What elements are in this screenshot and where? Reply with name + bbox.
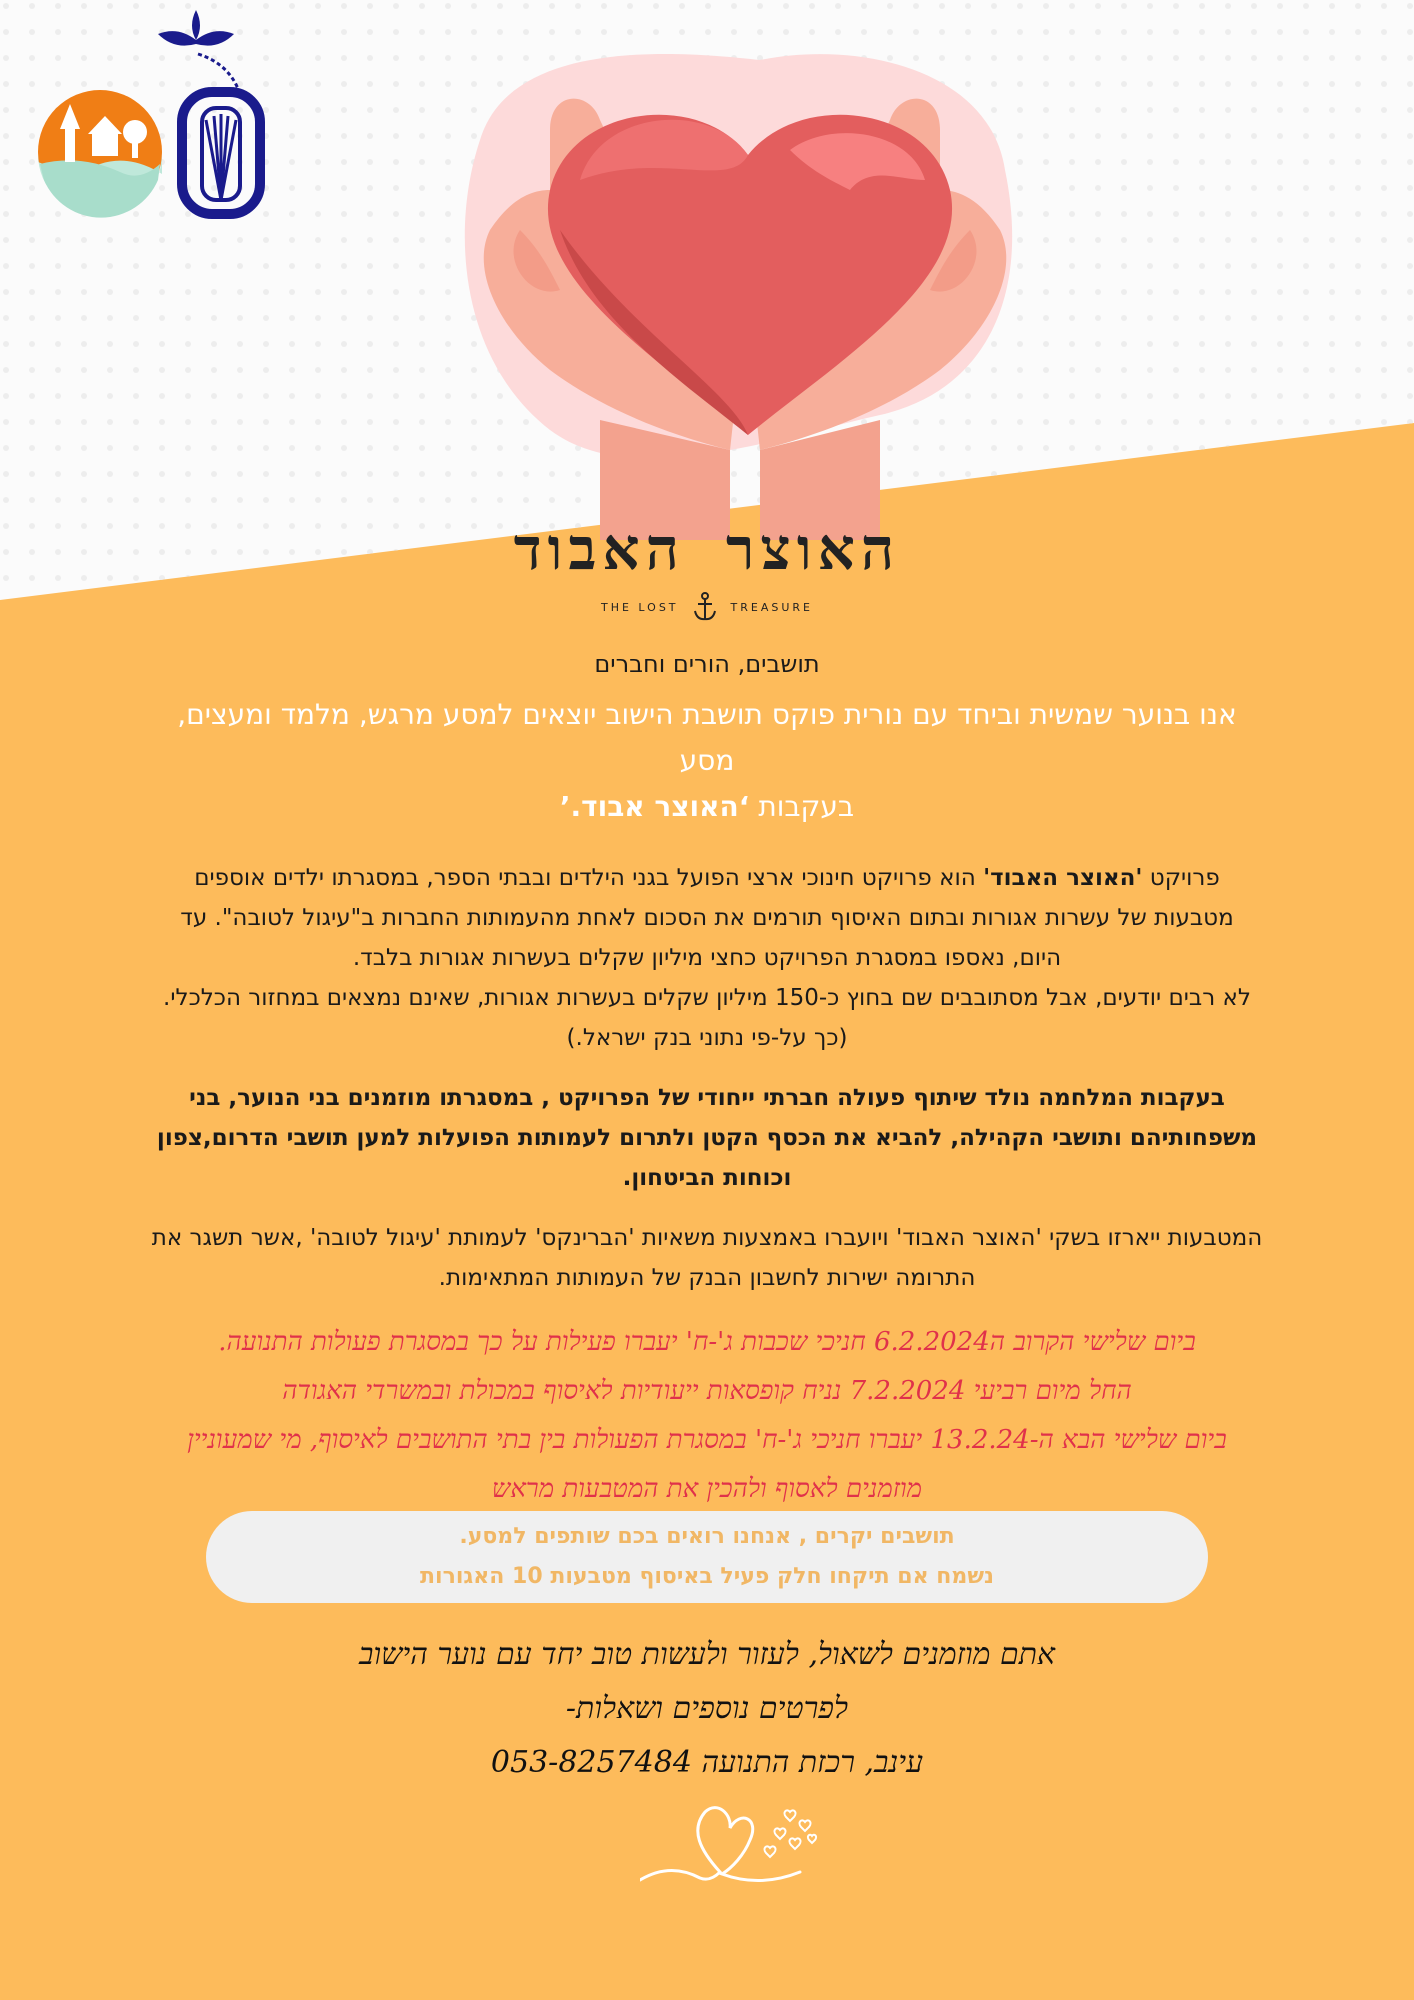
callout-line-2: נשמח אם תיקחו חלק פעיל באיסוף מטבעות 10 האגורות [420,1564,994,1589]
invite-line-1: אתם מוזמנים לשאול, לעזור ולעשות טוב יחד עם נוער הישוב [358,1637,1056,1672]
brand-sub-right: TREASURE [730,600,813,614]
heart-doodle-icon [640,1800,840,1890]
lead-line-2-prefix: בעקבות [749,790,855,823]
project-line-3: היום, נאספו במסגרת הפרויקט כחצי מיליון שקלים בעשרות אגורות בלבד. [352,945,1062,971]
schedule-line-3: ביום שלישי הבא ה-13.2.24 יעברו חניכי ג'-ח' במסגרת הפעולות בין בתי התושבים לאיסוף, מי שמעוניין [187,1425,1227,1455]
war-line-3: וכוחות הביטחון. [622,1165,792,1191]
brand-subtitle [0,592,1414,622]
schedule-line-1: ביום שלישי הקרוב ה6.2.2024 חניכי שכבות ג'-ח' יעברו פעילות על כך במסגרת פעולות התנועה. [218,1327,1196,1357]
coins-paragraph [150,1218,1264,1298]
partners-callout [206,1511,1208,1603]
project-paragraph [150,858,1264,1058]
project-line-2: מטבעות של עשרות אגורות ובתום האיסוף תורמים את הסכום לאחת מהעמותות החברות ב"עיגול לטובה". עד [180,905,1234,931]
brand-title: האוצר האבוד [513,515,901,583]
schedule-paragraph [150,1318,1264,1514]
lead-line-2-bold: ‘האוצר אבוד.’ [559,790,750,823]
project-line-1: הוא פרויקט חינוכי ארצי הפועל בגני הילדים ובבתי הספר, במסגרתו ילדים אוספים [194,865,984,891]
callout-line-1: תושבים יקרים , אנחנו רואים בכם שותפים למסע. [459,1524,955,1549]
logos [30,4,270,219]
project-prefix: פרויקט [1142,865,1220,891]
schedule-line-2: החל מיום רביעי 7.2.2024 נניח קופסאות ייעודיות לאיסוף במכולת ובמשרדי האגודה [282,1376,1132,1406]
coins-line-2: התרומה ישירות לחשבון הבנק של העמותות המתאימות. [438,1265,976,1291]
invite-line-3: עינב, רכזת התנועה 053-8257484 [490,1745,924,1780]
hands-holding-heart-icon [430,30,1060,540]
main-content [150,650,1264,1538]
lead-paragraph [150,692,1264,830]
anchor-icon [693,592,717,622]
project-name: 'האוצר האבוד' [983,865,1143,891]
brand-sub-left: THE LOST [600,600,679,614]
bnei-hamoshavim-logo-icon [158,10,260,214]
community-logo-icon [38,90,162,218]
war-paragraph [150,1078,1264,1198]
war-line-1: בעקבות המלחמה נולד שיתוף פעולה חברתי ייחודי של הפרויקט , במסגרתו מוזמנים בני הנוער, בני [189,1085,1225,1111]
invite-line-2: לפרטים נוספים ושאלות- [565,1691,849,1726]
coins-line-1: המטבעות ייארזו בשקי 'האוצר האבוד' ויועברו באמצעות משאיות 'הברינקס' לעמותת 'עיגול לטובה' ,אשר תשגר את [151,1225,1263,1251]
invitation [150,1628,1264,1790]
war-line-2: משפחותיהם ותושבי הקהילה, להביא את הכסף הקטן ולתרום לעמותות הפועלות למען תושבי הדרום,צפון [156,1125,1258,1151]
project-line-4: לא רבים יודעים, אבל מסתובבים שם בחוץ כ-150 מיליון שקלים בעשרות אגורות, שאינם נמצאים במחזור הכלכלי. [163,985,1251,1011]
project-line-5: (כך על-פי נתוני בנק ישראל.) [566,1025,848,1051]
greeting: תושבים, הורים וחברים [594,650,820,678]
schedule-line-4: מוזמנים לאסוף ולהכין את המטבעות מראש [491,1474,923,1504]
lead-line-1: אנו בנוער שמשית וביחד עם נורית פוקס תושבת הישוב יוצאים למסע מרגש, מלמד ומעצים, מסע [177,698,1237,777]
brand-block [0,515,1414,622]
